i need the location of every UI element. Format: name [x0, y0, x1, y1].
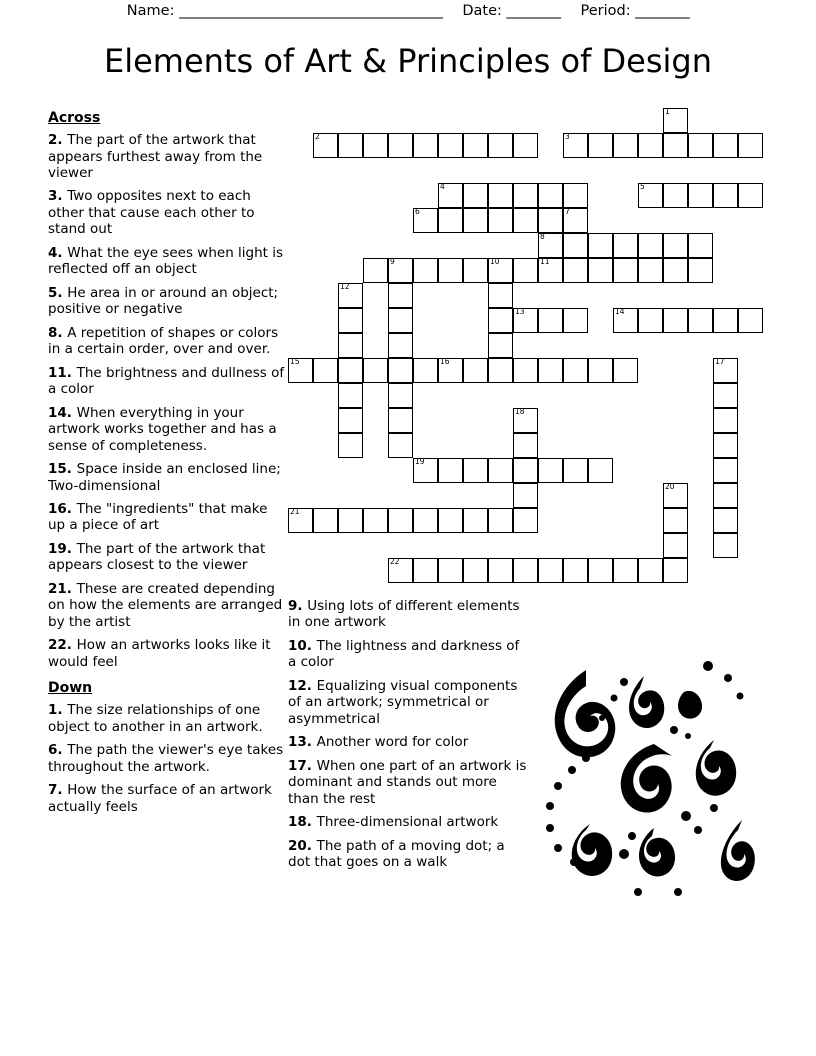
down-clue — [288, 638, 528, 671]
crossword-cell[interactable] — [538, 558, 563, 583]
across-clue — [48, 501, 286, 534]
crossword-cell[interactable] — [588, 258, 613, 283]
clue-number: 8. — [48, 324, 68, 341]
crossword-cell[interactable] — [488, 508, 513, 533]
clue-text: The path the viewer's eye takes throughout the artwork. — [48, 742, 284, 775]
crossword-cell[interactable] — [638, 308, 663, 333]
crossword-cell[interactable] — [638, 183, 663, 208]
clue-number: 6. — [48, 742, 68, 759]
crossword-cell[interactable] — [438, 208, 463, 233]
crossword-cell[interactable] — [563, 458, 588, 483]
crossword-cell[interactable] — [413, 458, 438, 483]
clue-number: 4. — [48, 244, 68, 261]
clue-number: 3. — [48, 188, 68, 205]
crossword-cell[interactable] — [538, 308, 563, 333]
clue-text: The brightness and dullness of a color — [48, 364, 285, 398]
clue-text: The lightness and darkness of a color — [288, 637, 520, 671]
crossword-cell[interactable] — [513, 258, 538, 283]
crossword-cell[interactable] — [438, 183, 463, 208]
crossword-cell[interactable] — [388, 358, 413, 383]
crossword-cell[interactable] — [713, 508, 738, 533]
crossword-cell[interactable] — [663, 483, 688, 508]
crossword-cell[interactable] — [313, 358, 338, 383]
crossword-cell[interactable] — [638, 233, 663, 258]
period-field-group — [580, 3, 689, 19]
crossword-cell[interactable] — [538, 208, 563, 233]
crossword-cell[interactable] — [663, 258, 688, 283]
crossword-cell[interactable] — [438, 458, 463, 483]
cell-number: 10 — [490, 257, 500, 266]
crossword-cell[interactable] — [338, 283, 363, 308]
period-label: Period: — [580, 3, 631, 19]
crossword-cell[interactable] — [663, 533, 688, 558]
crossword-cell[interactable] — [513, 308, 538, 333]
clue-text: Equalizing visual components of an artwork; symmetrical or asymmetrical — [288, 677, 518, 727]
crossword-cell[interactable] — [688, 308, 713, 333]
crossword-cell[interactable] — [413, 133, 438, 158]
crossword-cell[interactable] — [563, 183, 588, 208]
clue-text: What the eye sees when light is reflected off an object — [48, 244, 284, 278]
clue-number: 5. — [48, 284, 68, 301]
cell-number: 6 — [415, 207, 420, 216]
crossword-cell[interactable] — [563, 558, 588, 583]
crossword-cell[interactable] — [488, 208, 513, 233]
clue-text: The size relationships of one object to another in an artwork. — [48, 702, 263, 735]
cell-number: 12 — [340, 282, 350, 291]
crossword-cell[interactable] — [738, 183, 763, 208]
across-clue-list — [48, 132, 286, 670]
date-blank[interactable]: ________ — [506, 3, 561, 19]
period-blank[interactable]: ________ — [635, 3, 690, 19]
crossword-cell[interactable] — [338, 508, 363, 533]
crossword-cell[interactable] — [338, 383, 363, 408]
clue-text: Another word for color — [316, 734, 469, 751]
clue-number: 21. — [48, 580, 77, 597]
clue-text: The path of a moving dot; a dot that goes on a walk — [288, 837, 505, 871]
crossword-cell[interactable] — [613, 133, 638, 158]
crossword-cell[interactable] — [438, 558, 463, 583]
crossword-cell[interactable] — [488, 358, 513, 383]
crossword-cell[interactable] — [463, 183, 488, 208]
crossword-cell[interactable] — [563, 133, 588, 158]
crossword-cell[interactable] — [488, 258, 513, 283]
crossword-cell[interactable] — [638, 558, 663, 583]
crossword-cell[interactable] — [713, 433, 738, 458]
crossword-cell[interactable] — [513, 408, 538, 433]
clue-text: How the surface of an artwork actually feels — [48, 782, 272, 815]
crossword-cell[interactable] — [388, 133, 413, 158]
across-clue — [48, 405, 286, 454]
cell-number: 13 — [515, 307, 525, 316]
clue-number: 22. — [48, 637, 77, 654]
cell-number: 15 — [290, 357, 300, 366]
crossword-cell[interactable] — [688, 133, 713, 158]
crossword-cell[interactable] — [713, 358, 738, 383]
cell-number: 21 — [290, 507, 300, 516]
crossword-cell[interactable] — [613, 258, 638, 283]
crossword-cell[interactable] — [663, 233, 688, 258]
crossword-cell[interactable] — [513, 208, 538, 233]
crossword-cell[interactable] — [588, 233, 613, 258]
clue-number: 17. — [288, 757, 317, 774]
crossword-cell[interactable] — [413, 558, 438, 583]
clue-column-left — [48, 110, 286, 822]
crossword-cell[interactable] — [563, 358, 588, 383]
down-heading: Down — [48, 680, 93, 697]
crossword-cell[interactable] — [438, 508, 463, 533]
crossword-cell[interactable] — [338, 333, 363, 358]
clue-text: The part of the artwork that appears closest to the viewer — [48, 540, 266, 574]
crossword-cell[interactable] — [663, 108, 688, 133]
crossword-cell[interactable] — [388, 558, 413, 583]
cell-number: 5 — [640, 182, 645, 191]
crossword-cell[interactable] — [513, 183, 538, 208]
crossword-cell[interactable] — [488, 558, 513, 583]
cell-number: 4 — [440, 182, 445, 191]
clue-number: 7. — [48, 782, 68, 799]
crossword-cell[interactable] — [563, 308, 588, 333]
clue-number: 18. — [288, 814, 317, 831]
crossword-grid[interactable] — [288, 108, 776, 590]
crossword-cell[interactable] — [338, 408, 363, 433]
crossword-cell[interactable] — [488, 283, 513, 308]
across-clue — [48, 365, 286, 398]
crossword-cell[interactable] — [613, 558, 638, 583]
clue-number: 11. — [48, 364, 77, 381]
crossword-cell[interactable] — [463, 258, 488, 283]
crossword-cell[interactable] — [388, 408, 413, 433]
down-clue — [48, 742, 286, 775]
crossword-cell[interactable] — [538, 458, 563, 483]
crossword-cell[interactable] — [588, 458, 613, 483]
crossword-cell[interactable] — [388, 508, 413, 533]
crossword-cell[interactable] — [413, 258, 438, 283]
down-clue — [288, 814, 528, 830]
cell-number: 22 — [390, 557, 400, 566]
down-clue — [48, 782, 286, 815]
clue-number: 14. — [48, 404, 77, 421]
across-clue — [48, 132, 286, 181]
crossword-cell[interactable] — [613, 308, 638, 333]
crossword-cell[interactable] — [513, 433, 538, 458]
clue-text: He area in or around an object; positive or negative — [48, 284, 279, 318]
crossword-cell[interactable] — [438, 133, 463, 158]
clue-number: 16. — [48, 500, 77, 517]
crossword-cell[interactable] — [463, 208, 488, 233]
clue-number: 9. — [288, 598, 308, 614]
crossword-cell[interactable] — [563, 258, 588, 283]
crossword-cell[interactable] — [338, 133, 363, 158]
clue-text: The "ingredients" that make up a piece of art — [48, 500, 268, 534]
crossword-cell[interactable] — [338, 358, 363, 383]
across-clue — [48, 325, 286, 358]
crossword-cell[interactable] — [388, 433, 413, 458]
crossword-cell[interactable] — [488, 183, 513, 208]
clue-number: 15. — [48, 461, 77, 478]
name-blank[interactable]: _______________________________________ — [179, 3, 443, 19]
cell-number: 2 — [315, 132, 320, 141]
crossword-cell[interactable] — [438, 358, 463, 383]
cell-number: 20 — [665, 482, 675, 491]
cell-number: 3 — [565, 132, 570, 141]
crossword-cell[interactable] — [388, 383, 413, 408]
crossword-cell[interactable] — [388, 333, 413, 358]
page-title: Elements of Art & Principles of Design — [103, 42, 712, 80]
clue-number: 1. — [48, 702, 68, 719]
crossword-cell[interactable] — [713, 533, 738, 558]
clue-number: 13. — [288, 734, 317, 751]
clue-column-middle — [288, 598, 528, 878]
date-label: Date: — [462, 3, 502, 19]
clue-text: The part of the artwork that appears furthest away from the viewer — [48, 132, 263, 182]
cell-number: 7 — [565, 207, 570, 216]
crossword-cell[interactable] — [488, 458, 513, 483]
crossword-cell[interactable] — [663, 133, 688, 158]
clue-text: Space inside an enclosed line; Two-dimensional — [48, 461, 281, 494]
crossword-cell[interactable] — [713, 483, 738, 508]
crossword-cell[interactable] — [713, 133, 738, 158]
crossword-cell[interactable] — [738, 308, 763, 333]
crossword-cell[interactable] — [713, 458, 738, 483]
crossword-cell[interactable] — [563, 233, 588, 258]
cell-number: 16 — [440, 357, 450, 366]
down-clue — [288, 734, 528, 750]
crossword-cell[interactable] — [513, 558, 538, 583]
crossword-cell[interactable] — [363, 258, 388, 283]
crossword-cell[interactable] — [663, 558, 688, 583]
crossword-cell[interactable] — [488, 308, 513, 333]
down-clue-list-left — [48, 702, 286, 815]
crossword-cell[interactable] — [313, 133, 338, 158]
across-clue — [48, 581, 286, 630]
cell-number: 1 — [665, 107, 670, 116]
crossword-cell[interactable] — [513, 133, 538, 158]
crossword-cell[interactable] — [288, 508, 313, 533]
crossword-cell[interactable] — [488, 333, 513, 358]
clue-number: 19. — [48, 540, 77, 557]
crossword-cell[interactable] — [688, 258, 713, 283]
cell-number: 8 — [540, 232, 545, 241]
cell-number: 19 — [415, 457, 425, 466]
down-clue — [288, 598, 528, 631]
crossword-cell[interactable] — [613, 233, 638, 258]
crossword-cell[interactable] — [688, 183, 713, 208]
crossword-cell[interactable] — [463, 358, 488, 383]
crossword-cell[interactable] — [588, 558, 613, 583]
crossword-cell[interactable] — [338, 433, 363, 458]
clue-text: When one part of an artwork is dominant and stands out more than the rest — [288, 757, 527, 807]
crossword-cell[interactable] — [413, 208, 438, 233]
cell-number: 11 — [540, 257, 550, 266]
crossword-cell[interactable] — [688, 233, 713, 258]
crossword-cell[interactable] — [513, 508, 538, 533]
crossword-cell[interactable] — [538, 183, 563, 208]
crossword-cell[interactable] — [438, 258, 463, 283]
crossword-cell[interactable] — [613, 358, 638, 383]
crossword-cell[interactable] — [388, 308, 413, 333]
crossword-cell[interactable] — [663, 183, 688, 208]
paisley-illustration — [528, 648, 778, 898]
crossword-cell[interactable] — [363, 133, 388, 158]
crossword-cell[interactable] — [588, 358, 613, 383]
clue-number: 20. — [288, 837, 317, 854]
clue-text: Three-dimensional artwork — [316, 814, 499, 831]
crossword-cell[interactable] — [563, 208, 588, 233]
name-label: Name: — [126, 3, 175, 19]
clue-text: When everything in your artwork works together and has a sense of completeness. — [48, 404, 277, 454]
crossword-cell[interactable] — [638, 258, 663, 283]
crossword-cell[interactable] — [713, 308, 738, 333]
crossword-cell[interactable] — [413, 508, 438, 533]
crossword-cell[interactable] — [388, 283, 413, 308]
crossword-cell[interactable] — [513, 458, 538, 483]
down-clue — [288, 838, 528, 871]
cell-number: 17 — [715, 357, 725, 366]
down-clue — [288, 678, 528, 727]
crossword-cell[interactable] — [663, 308, 688, 333]
clue-text: A repetition of shapes or colors in a certain order, over and over. — [48, 324, 279, 358]
clue-number: 2. — [48, 132, 68, 149]
crossword-cell[interactable] — [413, 358, 438, 383]
crossword-cell[interactable] — [463, 458, 488, 483]
crossword-cell[interactable] — [288, 358, 313, 383]
across-clue — [48, 541, 286, 574]
crossword-cell[interactable] — [638, 133, 663, 158]
crossword-cell[interactable] — [538, 258, 563, 283]
across-clue — [48, 245, 286, 278]
clue-number: 12. — [288, 677, 317, 694]
crossword-cell[interactable] — [363, 358, 388, 383]
clue-text: These are created depending on how the elements are arranged by the artist — [48, 580, 283, 630]
crossword-cell[interactable] — [463, 133, 488, 158]
crossword-cell[interactable] — [738, 133, 763, 158]
crossword-cell[interactable] — [313, 508, 338, 533]
clue-text: How an artworks looks like it would feel — [48, 637, 271, 670]
clue-text: Using lots of different elements in one artwork — [288, 598, 520, 631]
crossword-cell[interactable] — [538, 358, 563, 383]
across-clue — [48, 285, 286, 318]
crossword-cell[interactable] — [463, 508, 488, 533]
cell-number: 18 — [515, 407, 525, 416]
crossword-cell[interactable] — [463, 558, 488, 583]
name-field-group — [127, 3, 443, 19]
down-clue — [48, 702, 286, 735]
down-clue — [288, 758, 528, 807]
across-clue — [48, 637, 286, 670]
crossword-cell[interactable] — [488, 133, 513, 158]
crossword-cell[interactable] — [713, 183, 738, 208]
cell-number: 9 — [390, 257, 395, 266]
crossword-cell[interactable] — [538, 233, 563, 258]
clue-number: 10. — [288, 637, 317, 654]
crossword-cell[interactable] — [363, 508, 388, 533]
crossword-cell[interactable] — [588, 133, 613, 158]
across-clue — [48, 188, 286, 237]
across-clue — [48, 461, 286, 494]
clue-text: Two opposites next to each other that cause each other to stand out — [48, 188, 255, 238]
down-clue-list-continued — [288, 598, 528, 871]
cell-number: 14 — [615, 307, 625, 316]
crossword-cell[interactable] — [713, 383, 738, 408]
crossword-cell[interactable] — [338, 308, 363, 333]
date-field-group — [462, 3, 560, 19]
crossword-cell[interactable] — [713, 408, 738, 433]
student-info-row — [0, 0, 816, 22]
crossword-cell[interactable] — [513, 358, 538, 383]
crossword-cell[interactable] — [513, 483, 538, 508]
crossword-cell[interactable] — [388, 258, 413, 283]
across-heading: Across — [48, 110, 101, 126]
crossword-cell[interactable] — [663, 508, 688, 533]
